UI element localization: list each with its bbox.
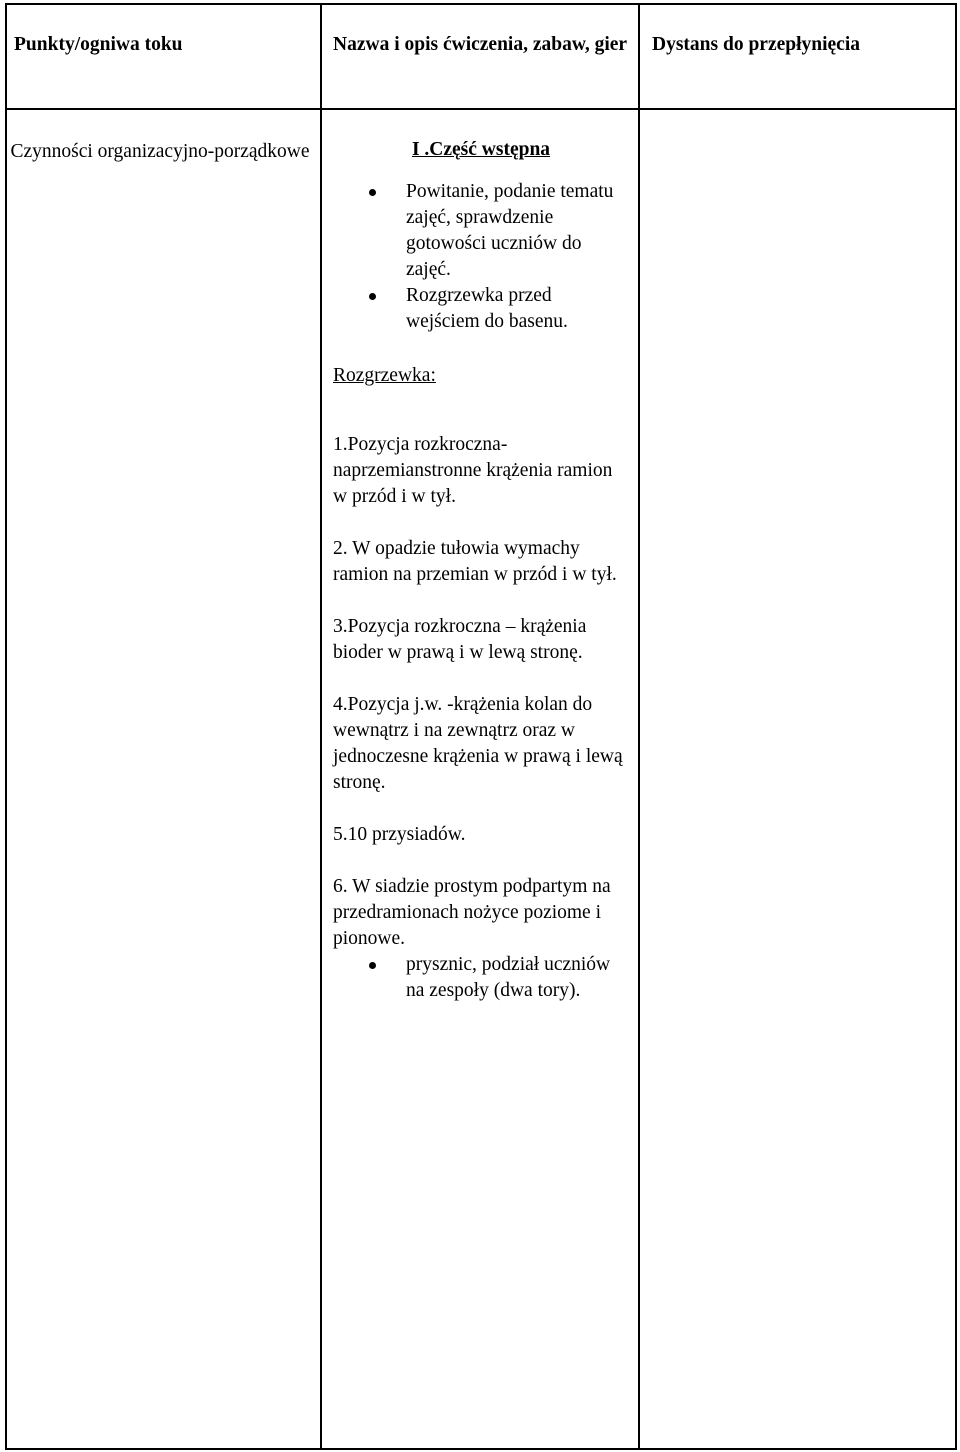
header-cell-stages: Punkty/ogniwa toku	[14, 34, 183, 55]
exercise-item: 5.10 przysiadów.	[333, 824, 466, 845]
header-cell-distance: Dystans do przepłynięcia	[652, 34, 861, 55]
list-item	[333, 283, 629, 335]
bullet-text: prysznic, podział uczniów na zespoły (dwa tory).	[406, 954, 611, 1001]
exercise-item: 4.Pozycja j.w. -krążenia kolan do wewnątrz i na zewnątrz oraz w jednoczesne krążenia w prawą i lewą stronę.	[333, 694, 623, 793]
stage-cell: Czynności organizacyjno-porządkowe	[10, 141, 310, 162]
exercise-cell	[333, 137, 629, 1004]
table-border-left	[5, 3, 7, 1450]
header-cell-exercise-description: Nazwa i opis ćwiczenia, zabaw, gier	[333, 34, 628, 55]
exercise-item: 6. W siadzie prostym podpartym na przedramionach nożyce poziome i pionowe.	[333, 876, 611, 949]
list-item	[333, 952, 629, 1004]
table-border-top	[5, 3, 957, 5]
final-bullet-list	[333, 952, 629, 1004]
exercise-item: 3.Pozycja rozkroczna – krążenia bioder w prawą i w lewą stronę.	[333, 616, 587, 663]
intro-bullet-list	[333, 179, 629, 335]
list-item	[333, 179, 629, 283]
column-divider-2	[638, 3, 640, 1450]
bullet-text: Powitanie, podanie tematu zajęć, sprawdzenie gotowości uczniów do zajęć.	[406, 181, 614, 280]
exercise-item: 2. W opadzie tułowia wymachy ramion na przemian w przód i w tył.	[333, 538, 617, 585]
bullet-icon	[369, 962, 376, 969]
warmup-title: Rozgrzewka:	[333, 365, 436, 386]
bullet-icon	[369, 189, 376, 196]
table-border-bottom	[5, 1448, 957, 1450]
table-border-right	[955, 3, 957, 1450]
bullet-icon	[369, 293, 376, 300]
section-title: I .Część wstępna	[411, 139, 551, 160]
exercise-item: 1.Pozycja rozkroczna-naprzemianstronne krążenia ramion w przód i w tył.	[333, 434, 613, 507]
column-divider-1	[320, 3, 322, 1450]
bullet-text: Rozgrzewka przed wejściem do basenu.	[406, 285, 568, 332]
header-row-divider	[5, 108, 957, 110]
